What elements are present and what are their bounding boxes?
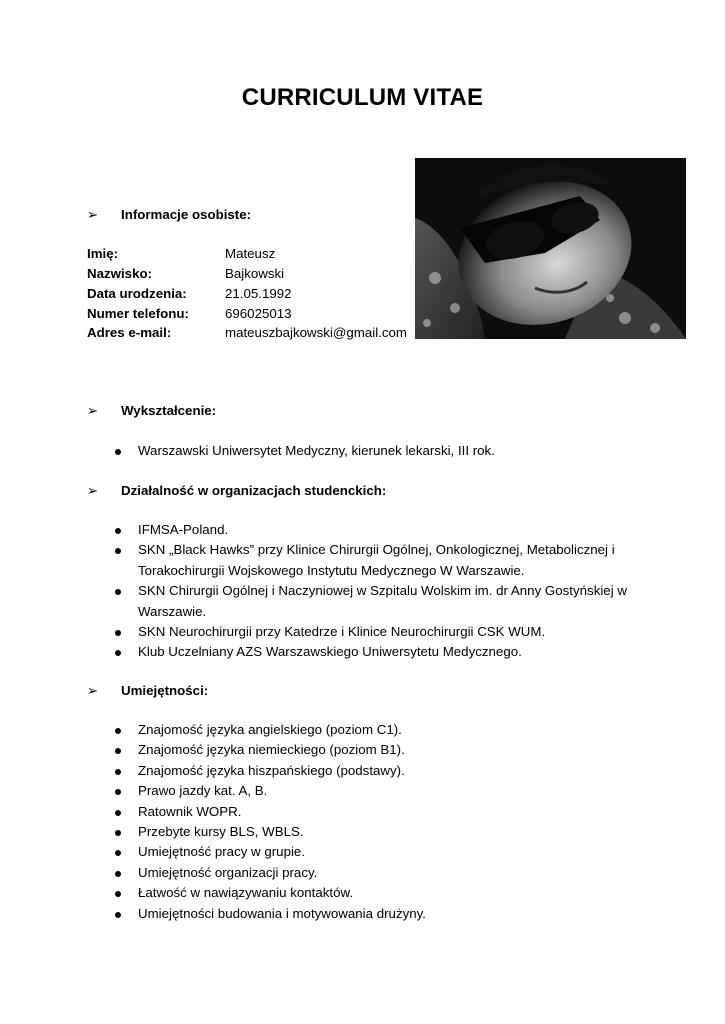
- list-item-text: Przebyte kursy BLS, WBLS.: [138, 824, 304, 840]
- bullet-dot-icon: [115, 650, 121, 656]
- bullet-dot-icon: [115, 630, 121, 636]
- info-row-phone: [87, 304, 292, 324]
- info-row-email: [87, 323, 407, 343]
- list-item-text: Umiejętności budowania i motywowania drużyny.: [138, 905, 426, 921]
- list-item: [111, 904, 631, 924]
- info-row-first-name: [87, 244, 275, 264]
- section-heading-label: Działalność w organizacjach studenckich:: [121, 483, 387, 498]
- list-item-text: IFMSA-Poland.: [138, 522, 229, 537]
- list-item-text: Znajomość języka niemieckiego (poziom B1).: [138, 742, 405, 758]
- list-item: [111, 581, 631, 622]
- list-item-text: Umiejętność organizacji pracy.: [138, 864, 318, 880]
- bullet-dot-icon: [115, 449, 121, 455]
- list-item-text: Łatwość w nawiązywaniu kontaktów.: [138, 885, 354, 901]
- info-label: Numer telefonu:: [87, 306, 189, 321]
- bullet-dot-icon: [115, 548, 121, 554]
- section-heading-personal: [87, 205, 251, 225]
- bullet-dot-icon: [115, 850, 121, 856]
- list-item: [111, 883, 631, 903]
- list-item-text: SKN Chirurgii Ogólnej i Naczyniowej w Szpitalu Wolskim im. dr Anny Gostyńskiej w Warszawie.: [138, 583, 627, 619]
- bullet-dot-icon: [115, 912, 121, 918]
- bullet-dot-icon: [115, 748, 121, 754]
- list-item-text: Umiejętność pracy w grupie.: [138, 844, 306, 860]
- bullet-dot-icon: [115, 789, 121, 795]
- info-value: Bajkowski: [225, 266, 285, 281]
- arrowhead-icon: ➢: [87, 683, 99, 698]
- list-item: [111, 441, 631, 461]
- section-heading-skills: [87, 681, 208, 701]
- info-label: Data urodzenia:: [87, 286, 187, 301]
- section-heading-organizations: [87, 481, 386, 501]
- list-item: [111, 863, 631, 883]
- info-value: 21.05.1992: [225, 286, 292, 301]
- section-heading-label: Umiejętności:: [121, 683, 209, 698]
- list-item: [111, 842, 631, 862]
- list-item-text: Znajomość języka hiszpańskiego (podstawy).: [138, 762, 405, 778]
- page-title: CURRICULUM VITAE: [241, 84, 484, 111]
- list-item: [111, 822, 631, 842]
- list-item: [111, 761, 631, 781]
- list-item-text: Klub Uczelniany AZS Warszawskiego Uniwersytetu Medycznego.: [138, 644, 522, 660]
- profile-photo: [415, 158, 686, 339]
- info-label: Adres e-mail:: [87, 325, 172, 340]
- bullet-dot-icon: [115, 830, 121, 836]
- bullet-dot-icon: [115, 871, 121, 877]
- list-item-text: Prawo jazdy kat. A, B.: [138, 783, 268, 799]
- education-list: [111, 441, 631, 461]
- bullet-dot-icon: [115, 810, 121, 816]
- arrowhead-icon: ➢: [87, 403, 99, 418]
- skills-list: [111, 720, 631, 924]
- section-heading-label: Wykształcenie:: [121, 403, 217, 418]
- info-label: Imię:: [87, 246, 119, 261]
- list-item-text: Warszawski Uniwersytet Medyczny, kierunek lekarski, III rok.: [138, 443, 495, 458]
- info-row-last-name: [87, 264, 284, 284]
- bullet-dot-icon: [115, 589, 121, 595]
- info-row-birth-date: [87, 284, 292, 304]
- list-item-text: SKN „Black Hawks” przy Klinice Chirurgii Ogólnej, Onkologicznej, Metabolicznej i Torakochirurgii Wojskowego Instytutu Medycznego W Warszawie.: [138, 542, 615, 578]
- list-item: [111, 740, 631, 760]
- list-item-text: SKN Neurochirurgii przy Katedrze i Klinice Neurochirurgii CSK WUM.: [138, 624, 546, 640]
- organizations-list: [111, 520, 631, 663]
- bullet-dot-icon: [115, 728, 121, 734]
- list-item: [111, 720, 631, 740]
- bullet-dot-icon: [115, 528, 121, 534]
- portrait-image: [415, 158, 686, 339]
- arrowhead-icon: ➢: [87, 207, 99, 222]
- list-item: [111, 781, 631, 801]
- section-heading-education: [87, 401, 216, 421]
- list-item: [111, 520, 631, 540]
- list-item: [111, 540, 631, 581]
- info-value: Mateusz: [225, 246, 276, 261]
- arrowhead-icon: ➢: [87, 483, 99, 498]
- bullet-dot-icon: [115, 891, 121, 897]
- bullet-dot-icon: [115, 769, 121, 775]
- section-heading-label: Informacje osobiste:: [121, 207, 252, 222]
- list-item: [111, 622, 631, 642]
- info-label: Nazwisko:: [87, 266, 153, 281]
- list-item-text: Znajomość języka angielskiego (poziom C1).: [138, 722, 402, 737]
- info-value: mateuszbajkowski@gmail.com: [225, 325, 407, 340]
- info-value: 696025013: [225, 306, 292, 321]
- list-item: [111, 802, 631, 822]
- list-item: [111, 642, 631, 662]
- list-item-text: Ratownik WOPR.: [138, 803, 242, 819]
